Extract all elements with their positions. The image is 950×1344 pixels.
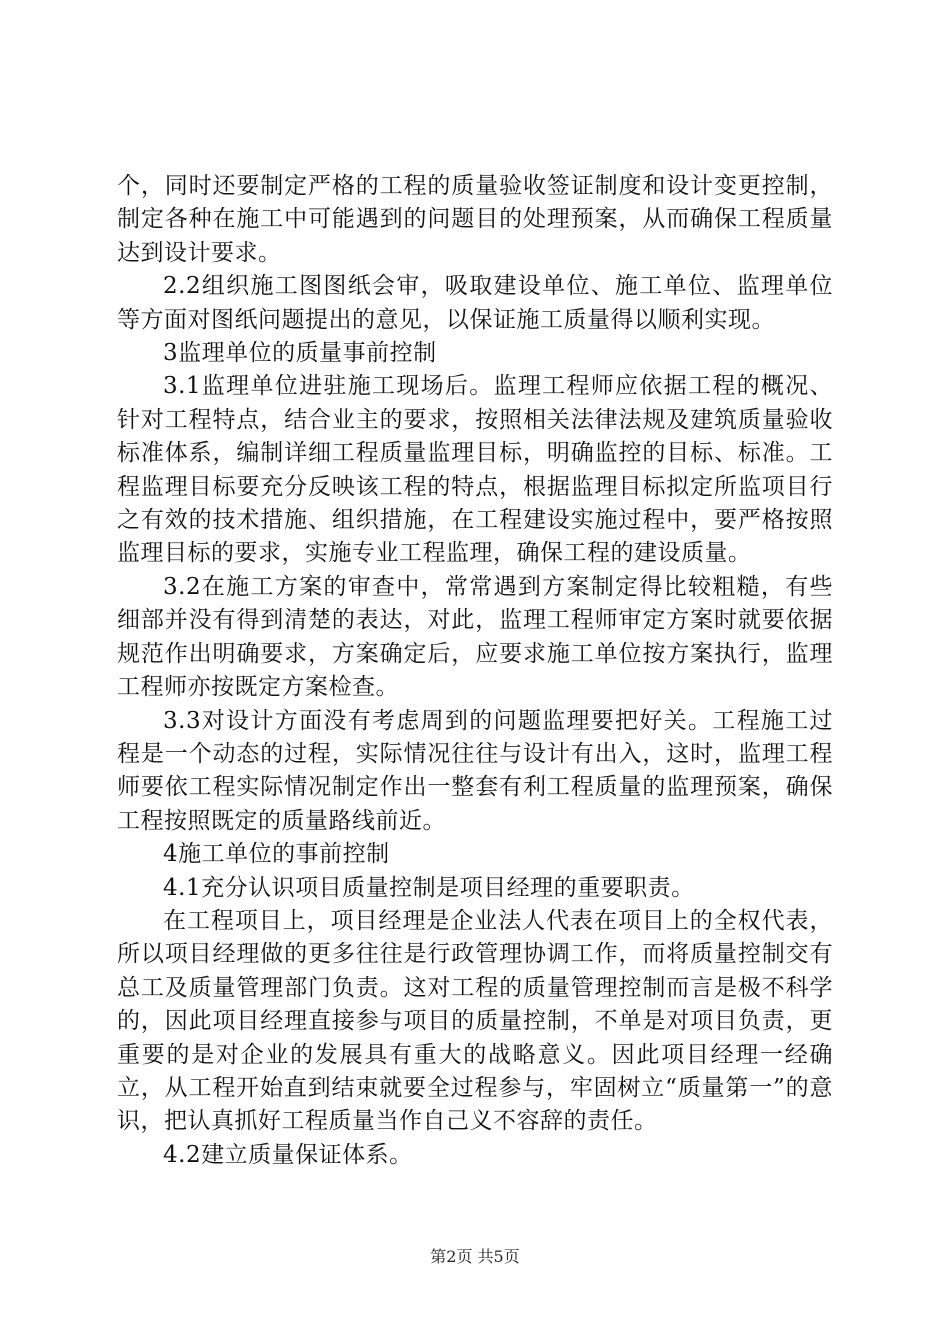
- page-number-footer: 第2页 共5页: [430, 1247, 520, 1266]
- paragraph-2: 2.2组织施工图图纸会审，吸取建设单位、施工单位、监理单位等方面对图纸问题提出的意见，以保证施工质量得以顺利实现。: [117, 273, 833, 333]
- paragraph-1: 个，同时还要制定严格的工程的质量验收签证制度和设计变更控制，制定各种在施工中可能遇到的问题目的处理预案，从而确保工程质量达到设计要求。: [117, 173, 833, 266]
- paragraph-4-1: 4.1充分认识项目质量控制是项目经理的重要职责。: [163, 874, 695, 901]
- paragraph-3-1: 3.1监理单位进驻施工现场后。监理工程师应依据工程的概况、针对工程特点，结合业主的要求，按照相关法律法规及建筑质量验收标准体系，编制详细工程质量监理目标，明确监控的目标、标准。工程监理目标要充分反映该工程的特点，根据监理目标拟定所监项目行之有效的技术措施、组织措施，在工程建设实施过程中，要严格按照监理目标的要求，实施专业工程监理，确保工程的建设质量。: [117, 373, 833, 567]
- section-heading-4: 4施工单位的事前控制: [163, 841, 390, 868]
- document-body: [117, 170, 833, 1172]
- paragraph-3-3: 3.3对设计方面没有考虑周到的问题监理要把好关。工程施工过程是一个动态的过程，实际情况往往与设计有出入，这时，监理工程师要依工程实际情况制定作出一整套有利工程质量的监理预案，确保工程按照既定的质量路线前近。: [117, 707, 833, 834]
- paragraph-3-2: 3.2在施工方案的审查中，常常遇到方案制定得比较粗糙，有些细部并没有得到清楚的表达，对此，监理工程师审定方案时就要依据规范作出明确要求，方案确定后，应要求施工单位按方案执行，监理工程师亦按既定方案检查。: [117, 573, 833, 701]
- section-heading-3: 3监理单位的质量事前控制: [163, 340, 437, 367]
- paragraph-4-1-body: 在工程项目上，项目经理是企业法人代表在项目上的全权代表，所以项目经理做的更多往往是行政管理协调工作，而将质量控制交有总工及质量管理部门负责。这对工程的质量管理控制而言是极不科学的，因此项目经理直接参与项目的质量控制，不单是对项目负责，更重要的是对企业的发展具有重大的战略意义。因此项目经理一经确立，从工程开始直到结束就要全过程参与，牢固树立“质量第一”的意识，把认真抓好工程质量当作自己义不容辞的责任。: [117, 907, 833, 1135]
- paragraph-4-2: 4.2建立质量保证体系。: [163, 1141, 413, 1168]
